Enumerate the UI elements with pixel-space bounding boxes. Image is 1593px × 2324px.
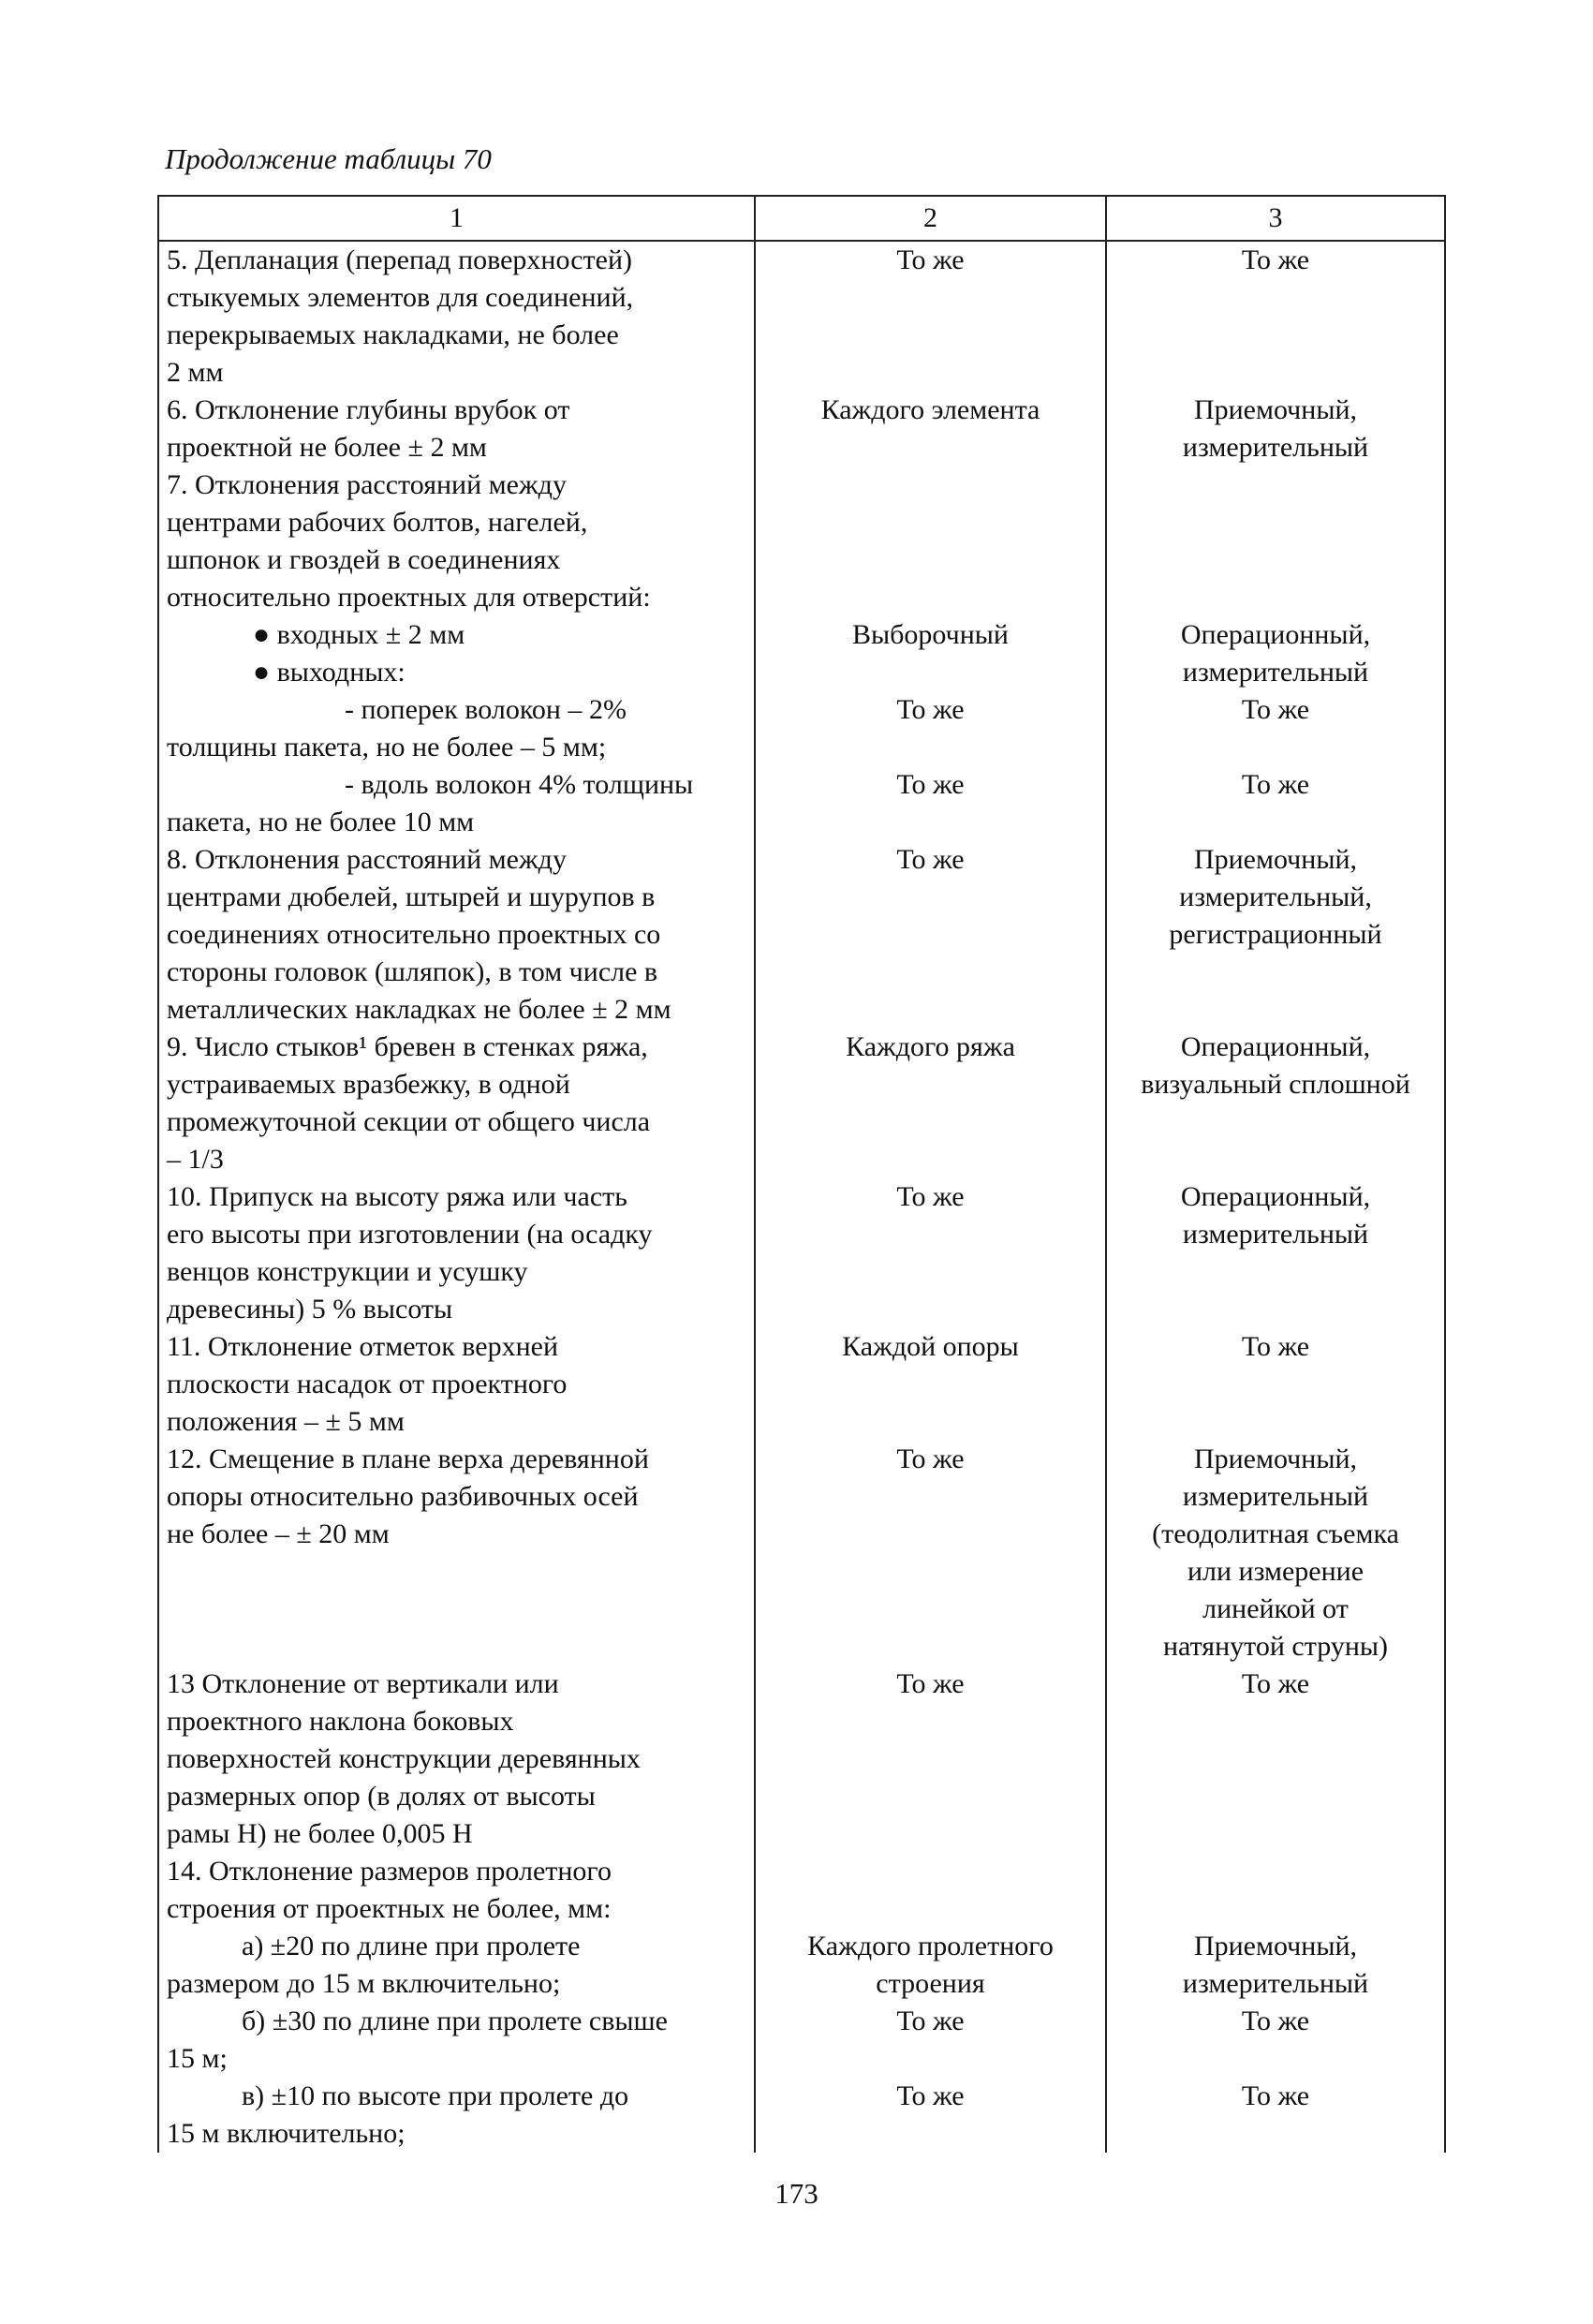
table-row <box>158 841 1445 1029</box>
table-row <box>158 392 1445 466</box>
cell-text-line: соединениях относительно проектных со <box>167 919 661 950</box>
table-row <box>158 1029 1445 1178</box>
table-cell-col1 <box>158 392 755 466</box>
cell-text-line: измерительный, <box>1179 881 1372 912</box>
cell-text-line: То же <box>1241 2080 1310 2111</box>
cell-text-line: То же <box>1241 694 1310 725</box>
cell-text-line: Каждого пролетного <box>807 1931 1054 1961</box>
table-row <box>158 691 1445 766</box>
table-cell-col1 <box>158 1665 755 1853</box>
cell-text-line: измерительный <box>1182 1968 1369 1999</box>
table-cell-col2 <box>755 1029 1106 1178</box>
cell-text-line: Каждой опоры <box>842 1331 1019 1362</box>
table-cell-col2 <box>755 2078 1106 2153</box>
cell-text-line: Операционный, <box>1180 1031 1371 1062</box>
table-cell-col1 <box>158 616 755 691</box>
cell-text-line: центрами рабочих болтов, нагелей, <box>167 507 588 538</box>
cell-text-line: 8. Отклонения расстояний между <box>167 844 567 875</box>
table-cell-col2 <box>755 841 1106 1029</box>
table-body <box>158 241 1445 2153</box>
table-cell-col2 <box>755 1178 1106 1328</box>
table-cell-col1 <box>158 1029 755 1178</box>
cell-text-line: а) ±20 по длине при пролете <box>242 1931 581 1961</box>
table-cell-col2 <box>755 691 1106 766</box>
cell-text-line: перекрываемых накладками, не более <box>167 319 619 350</box>
cell-text-line: Приемочный, <box>1193 1443 1358 1474</box>
column-header-3: 3 <box>1106 196 1445 241</box>
cell-text-line: в) ±10 по высоте при пролете до <box>242 2080 629 2111</box>
table-row <box>158 241 1445 392</box>
cell-text-line: Каждого ряжа <box>846 1031 1015 1062</box>
cell-text-line: 15 м; <box>167 2043 228 2074</box>
cell-text-line: древесины) 5 % высоты <box>167 1294 453 1325</box>
table-cell-col2 <box>755 1441 1106 1665</box>
cell-text-line: размерных опор (в долях от высоты <box>167 1781 596 1812</box>
cell-text-line: измерительный <box>1182 1481 1369 1512</box>
cell-text-line: толщины пакета, но не более – 5 мм; <box>167 732 607 762</box>
table-cell-col2 <box>755 616 1106 691</box>
table-row <box>158 1665 1445 1853</box>
cell-text-line: центрами дюбелей, штырей и шурупов в <box>167 881 656 912</box>
table-cell-col1 <box>158 1328 755 1441</box>
table-cell-col1 <box>158 2003 755 2078</box>
cell-text-line: положения – ± 5 мм <box>167 1406 405 1437</box>
table-cell-col3 <box>1106 241 1445 392</box>
cell-text-line: То же <box>896 694 965 725</box>
table-cell-col3 <box>1106 1853 1445 1928</box>
cell-text-line: рамы Н) не более 0,005 Н <box>167 1818 473 1849</box>
cell-text-line: То же <box>1241 2006 1310 2036</box>
table-cell-col3 <box>1106 2003 1445 2078</box>
cell-text-line: поверхностей конструкции деревянных <box>167 1743 641 1774</box>
cell-text-line: То же <box>1241 244 1310 275</box>
cell-text-line: Приемочный, <box>1193 844 1358 875</box>
table-cell-col3 <box>1106 466 1445 616</box>
table-cell-col3 <box>1106 841 1445 1029</box>
cell-text-line: То же <box>1241 1668 1310 1699</box>
cell-text-line: 5. Депланация (перепад поверхностей) <box>167 244 633 275</box>
cell-text-line: линейкой от <box>1202 1593 1349 1624</box>
table-cell-col2 <box>755 466 1106 616</box>
cell-text-line: То же <box>896 769 965 800</box>
cell-text-line: То же <box>896 244 965 275</box>
table-cell-col1 <box>158 466 755 616</box>
cell-text-line: проектной не более ± 2 мм <box>167 432 487 463</box>
inspection-table <box>157 195 1446 2153</box>
cell-text-line: То же <box>896 1443 965 1474</box>
table-cell-col3 <box>1106 392 1445 466</box>
table-caption: Продолжение таблицы 70 <box>165 142 492 175</box>
cell-text-line: То же <box>896 2080 965 2111</box>
cell-text-line: 2 мм <box>167 357 224 388</box>
table-cell-col2 <box>755 766 1106 841</box>
table-cell-col2 <box>755 1853 1106 1928</box>
cell-text-line: стыкуемых элементов для соединений, <box>167 282 634 313</box>
cell-text-line: строения <box>876 1968 985 1999</box>
table-cell-col2 <box>755 1665 1106 1853</box>
cell-text-line: венцов конструкции и усушку <box>167 1256 528 1287</box>
cell-text-line: металлических накладках не более ± 2 мм <box>167 994 671 1025</box>
table-cell-col3 <box>1106 1029 1445 1178</box>
table-row <box>158 1328 1445 1441</box>
table-cell-col2 <box>755 241 1106 392</box>
cell-text-line: То же <box>1241 769 1310 800</box>
table-cell-col3 <box>1106 2078 1445 2153</box>
table-cell-col3 <box>1106 1928 1445 2003</box>
column-header-2: 2 <box>755 196 1106 241</box>
cell-text-line: 9. Число стыков¹ бревен в стенках ряжа, <box>167 1031 648 1062</box>
cell-text-line: стороны головок (шляпок), в том числе в <box>167 956 658 987</box>
cell-text-line: ● входных ± 2 мм <box>253 619 465 650</box>
table-row <box>158 2078 1445 2153</box>
cell-text-line: опоры относительно разбивочных осей <box>167 1481 639 1512</box>
table-cell-col1 <box>158 841 755 1029</box>
cell-text-line: проектного наклона боковых <box>167 1706 514 1737</box>
table-cell-col1 <box>158 1178 755 1328</box>
cell-text-line: 7. Отклонения расстояний между <box>167 469 567 500</box>
table-row <box>158 466 1445 616</box>
cell-text-line: визуальный сплошной <box>1141 1069 1410 1100</box>
cell-text-line: 11. Отклонение отметок верхней <box>167 1331 559 1362</box>
cell-text-line: - вдоль волокон 4% толщины <box>345 769 694 800</box>
cell-text-line: измерительный <box>1182 657 1369 688</box>
cell-text-line: Приемочный, <box>1193 1931 1358 1961</box>
table-cell-col2 <box>755 1328 1106 1441</box>
cell-text-line: – 1/3 <box>167 1144 224 1175</box>
table-cell-col1 <box>158 691 755 766</box>
cell-text-line: регистрационный <box>1169 919 1382 950</box>
table-row <box>158 616 1445 691</box>
cell-text-line: 15 м включительно; <box>167 2118 406 2149</box>
cell-text-line: шпонок и гвоздей в соединениях <box>167 544 561 575</box>
table-cell-col1 <box>158 1441 755 1665</box>
cell-text-line: То же <box>896 1668 965 1699</box>
table-cell-col2 <box>755 2003 1106 2078</box>
cell-text-line: 10. Припуск на высоту ряжа или часть <box>167 1181 627 1212</box>
cell-text-line: - поперек волокон – 2% <box>345 694 627 725</box>
cell-text-line: натянутой струны) <box>1162 1631 1389 1662</box>
cell-text-line: строения от проектных не более, мм: <box>167 1893 612 1924</box>
cell-text-line: То же <box>896 2006 965 2036</box>
cell-text-line: (теодолитная съемка <box>1152 1518 1399 1549</box>
table-cell-col3 <box>1106 616 1445 691</box>
table-cell-col1 <box>158 241 755 392</box>
table-cell-col3 <box>1106 766 1445 841</box>
cell-text-line: плоскости насадок от проектного <box>167 1369 568 1399</box>
cell-text-line: Операционный, <box>1180 619 1371 650</box>
cell-text-line: 6. Отклонение глубины врубок от <box>167 394 570 425</box>
column-header-1: 1 <box>158 196 755 241</box>
table-row <box>158 2003 1445 2078</box>
table-cell-col1 <box>158 1853 755 1928</box>
cell-text-line: Выборочный <box>851 619 1009 650</box>
cell-text-line: То же <box>896 1181 965 1212</box>
cell-text-line: То же <box>896 844 965 875</box>
table-header-row <box>158 196 1445 241</box>
table-cell-col3 <box>1106 1328 1445 1441</box>
cell-text-line: или измерение <box>1187 1556 1364 1587</box>
cell-text-line: б) ±30 по длине при пролете свыше <box>242 2006 668 2036</box>
cell-text-line: не более – ± 20 мм <box>167 1518 390 1549</box>
cell-text-line: относительно проектных для отверстий: <box>167 582 651 613</box>
table-row <box>158 1928 1445 2003</box>
cell-text-line: 12. Смещение в плане верха деревянной <box>167 1443 649 1474</box>
cell-text-line: пакета, но не более 10 мм <box>167 807 475 837</box>
table-cell-col1 <box>158 766 755 841</box>
table-cell-col1 <box>158 2078 755 2153</box>
table-cell-col3 <box>1106 1441 1445 1665</box>
cell-text-line: его высоты при изготовлении (на осадку <box>167 1219 653 1250</box>
table-row <box>158 766 1445 841</box>
table-cell-col3 <box>1106 1178 1445 1328</box>
table-row <box>158 1178 1445 1328</box>
table-cell-col3 <box>1106 1665 1445 1853</box>
table-cell-col2 <box>755 392 1106 466</box>
table-row <box>158 1853 1445 1928</box>
cell-text-line: Приемочный, <box>1193 394 1358 425</box>
cell-text-line: промежуточной секции от общего числа <box>167 1106 651 1137</box>
table-cell-col2 <box>755 1928 1106 2003</box>
cell-text-line: 13 Отклонение от вертикали или <box>167 1668 559 1699</box>
table-cell-col1 <box>158 1928 755 2003</box>
cell-text-line: измерительный <box>1182 432 1369 463</box>
cell-text-line: То же <box>1241 1331 1310 1362</box>
cell-text-line: Операционный, <box>1180 1181 1371 1212</box>
cell-text-line: устраиваемых вразбежку, в одной <box>167 1069 570 1100</box>
table-cell-col3 <box>1106 691 1445 766</box>
cell-text-line: Каждого элемента <box>820 394 1040 425</box>
cell-text-line: ● выходных: <box>253 657 406 688</box>
table-row <box>158 1441 1445 1665</box>
cell-text-line: 14. Отклонение размеров пролетного <box>167 1856 612 1887</box>
cell-text-line: размером до 15 м включительно; <box>167 1968 561 1999</box>
cell-text-line: измерительный <box>1182 1219 1369 1250</box>
page-number: 173 <box>774 2177 819 2210</box>
